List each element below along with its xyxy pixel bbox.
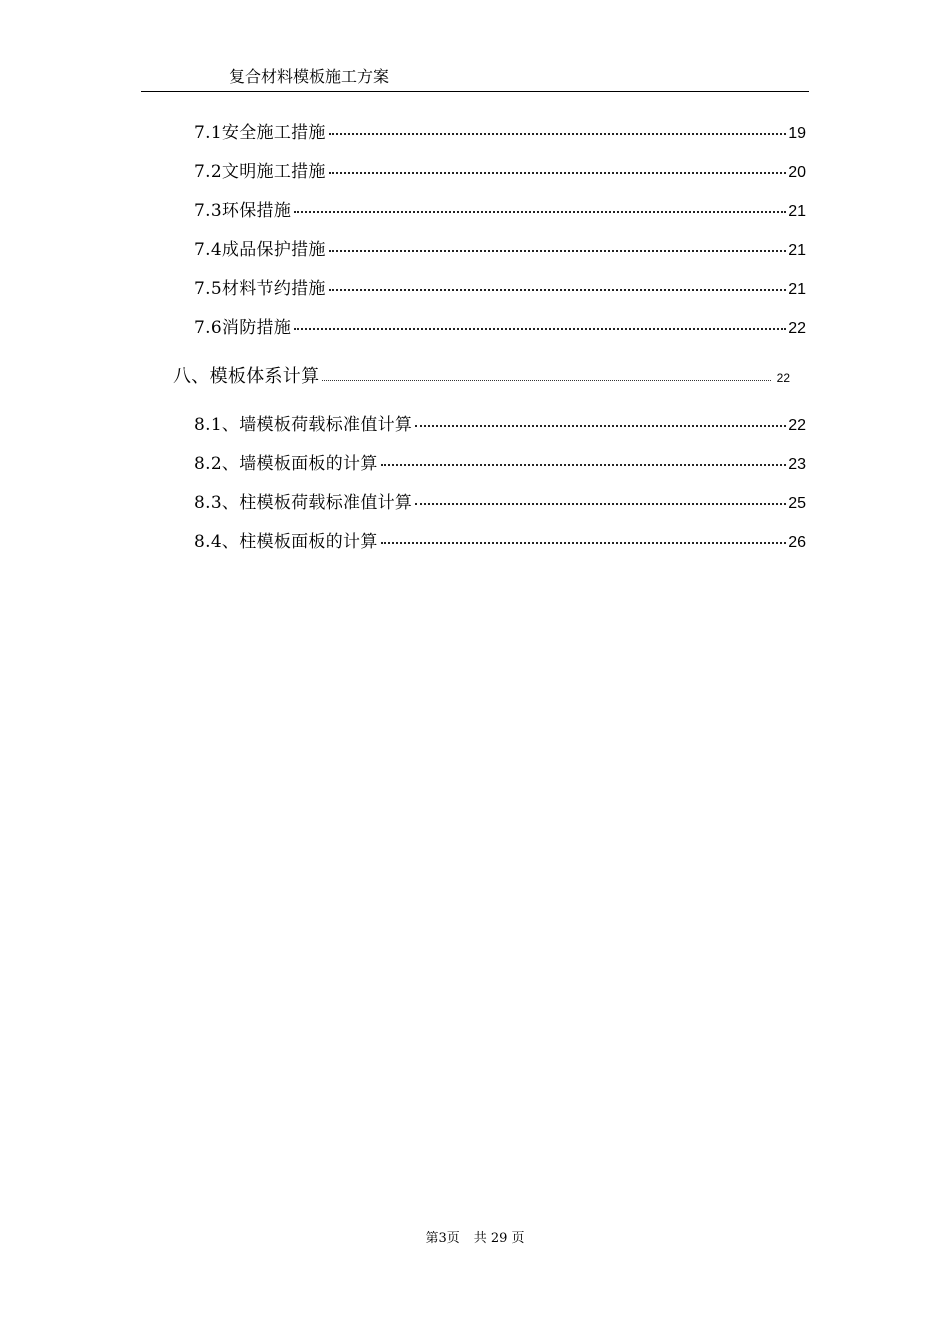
toc-page-number: 19 bbox=[788, 125, 806, 142]
toc-entry-8-2[interactable] bbox=[194, 453, 806, 475]
toc-entry-8-1[interactable] bbox=[194, 414, 806, 436]
toc-page-number: 23 bbox=[788, 456, 806, 473]
document-title: 复合材料模板施工方案 bbox=[229, 67, 390, 86]
toc-entry-title: 7.3环保措施 bbox=[194, 201, 292, 221]
toc-entry-8-3[interactable] bbox=[194, 492, 806, 514]
toc-entry-7-5[interactable] bbox=[194, 278, 806, 300]
toc-page-number: 26 bbox=[788, 534, 806, 551]
toc-page-number: 22 bbox=[788, 320, 806, 337]
dot-leader bbox=[381, 464, 787, 466]
dot-leader bbox=[329, 172, 786, 174]
dot-leader bbox=[294, 328, 786, 330]
toc-entry-title: 八、模板体系计算 bbox=[173, 366, 320, 387]
current-page-label: 第3页 bbox=[425, 1231, 460, 1246]
toc-page-number: 22 bbox=[776, 371, 790, 385]
toc-page-number: 25 bbox=[788, 495, 806, 512]
total-pages-label: 共 29 页 bbox=[473, 1231, 525, 1246]
toc-entry-title: 7.4成品保护措施 bbox=[194, 240, 326, 260]
toc-entry-title: 7.6消防措施 bbox=[194, 318, 292, 338]
dot-leader bbox=[415, 503, 786, 505]
toc-entry-title: 7.2文明施工措施 bbox=[194, 162, 326, 182]
toc-page-number: 21 bbox=[788, 242, 806, 259]
toc-entry-title: 7.5材料节约措施 bbox=[194, 279, 326, 299]
toc-entry-title: 8.3、柱模板荷载标准值计算 bbox=[194, 493, 413, 513]
dot-leader bbox=[381, 542, 787, 544]
toc-entry-7-3[interactable] bbox=[194, 200, 806, 222]
toc-entry-7-6[interactable] bbox=[194, 317, 806, 339]
toc-entry-7-1[interactable] bbox=[194, 122, 806, 144]
toc-page-number: 21 bbox=[788, 203, 806, 220]
toc-entry-title: 8.1、墙模板荷载标准值计算 bbox=[194, 415, 413, 435]
table-of-contents bbox=[0, 0, 950, 600]
dot-leader bbox=[329, 133, 786, 135]
toc-entry-8-4[interactable] bbox=[194, 531, 806, 553]
toc-entry-title: 8.4、柱模板面板的计算 bbox=[194, 532, 378, 552]
toc-page-number: 22 bbox=[788, 417, 806, 434]
dot-leader bbox=[329, 250, 786, 252]
toc-entry-7-2[interactable] bbox=[194, 161, 806, 183]
toc-entry-7-4[interactable] bbox=[194, 239, 806, 261]
toc-page-number: 20 bbox=[788, 164, 806, 181]
dot-leader bbox=[415, 425, 786, 427]
page-footer bbox=[0, 1230, 950, 1248]
toc-page-number: 21 bbox=[788, 281, 806, 298]
toc-entry-title: 8.2、墙模板面板的计算 bbox=[194, 454, 378, 474]
dot-leader bbox=[294, 211, 786, 213]
dot-leader bbox=[329, 289, 786, 291]
dot-leader bbox=[322, 380, 770, 381]
toc-entry-title: 7.1安全施工措施 bbox=[194, 123, 326, 143]
toc-entry-chapter-8[interactable] bbox=[173, 366, 790, 388]
